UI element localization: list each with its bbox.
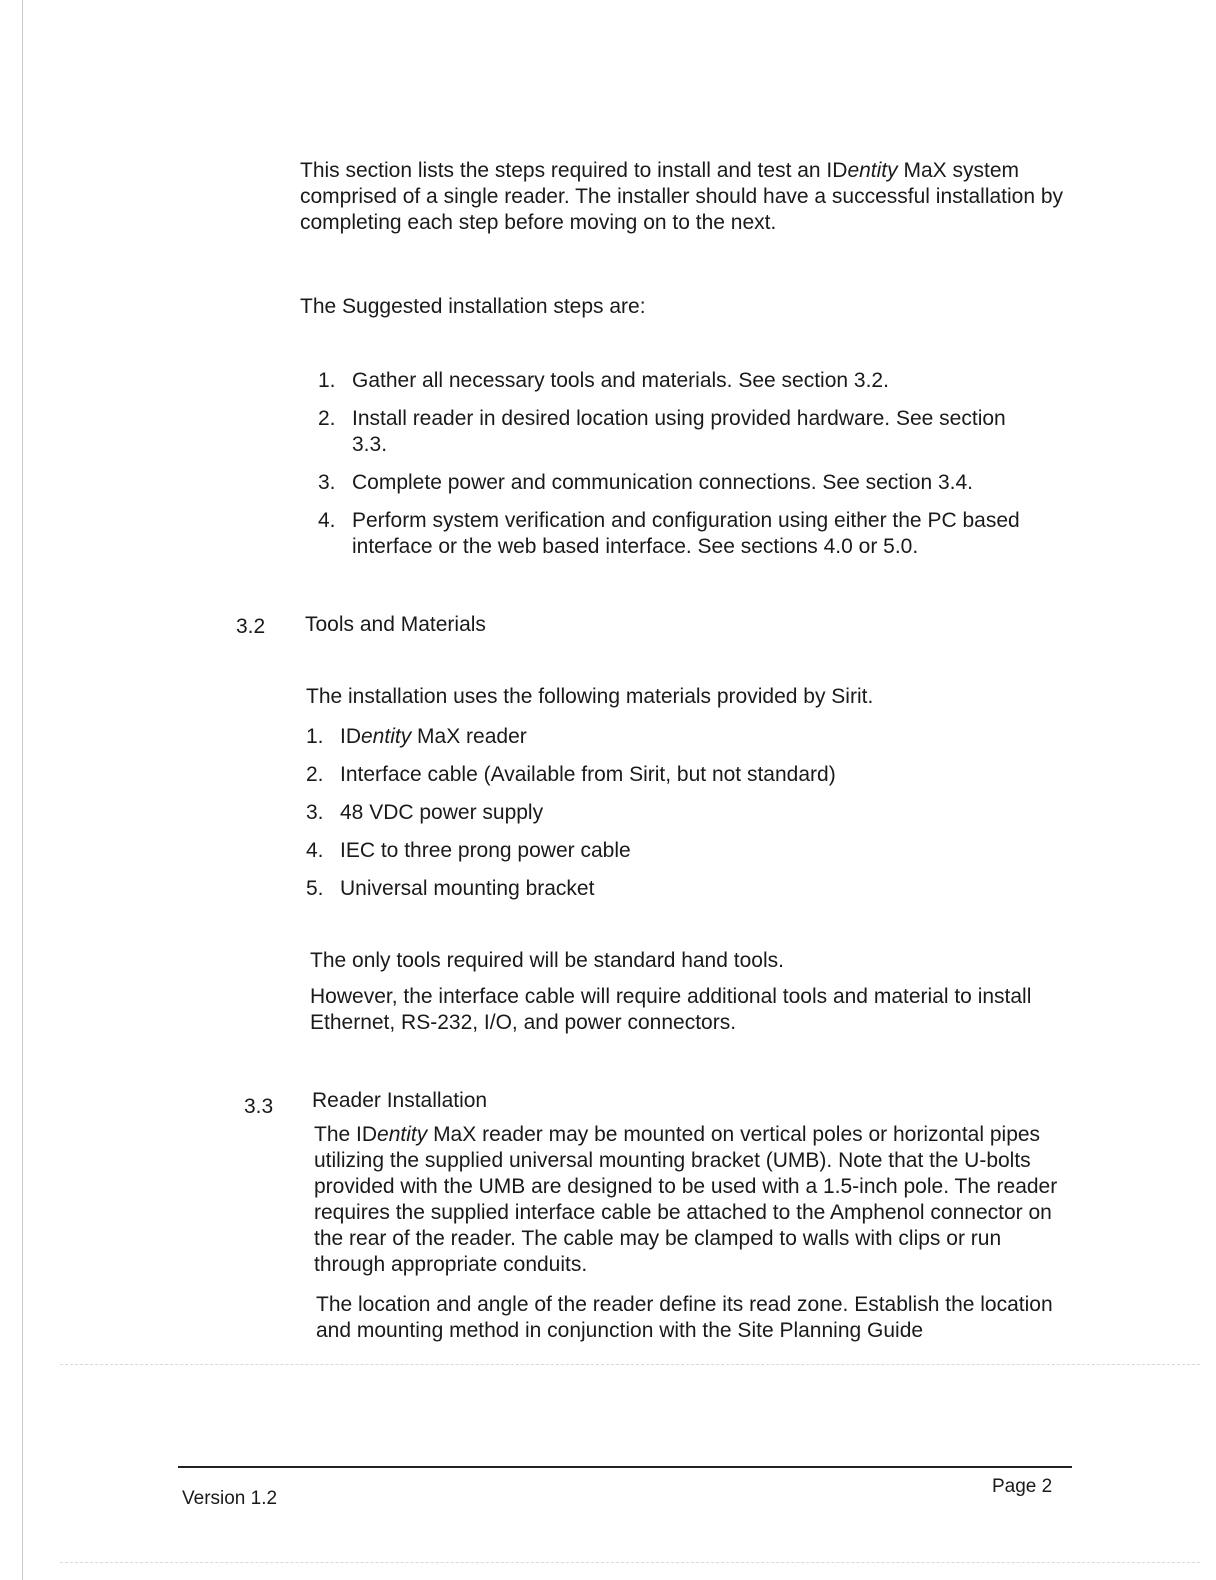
list-item: 4. IEC to three prong power cable xyxy=(306,839,631,862)
scan-artifact-line xyxy=(60,1562,1200,1563)
tools-paragraph: However, the interface cable will require additional tools and material to install Ethernet, RS-232, I/O, and power connectors. xyxy=(310,985,1032,1034)
list-item: 5. Universal mounting bracket xyxy=(306,877,595,900)
installation-paragraph: The location and angle of the reader define its read zone. Establish the location and mounting method in conjunction with the Site Planning Guide xyxy=(316,1293,1053,1342)
footer-page-number: Page 2 xyxy=(992,1476,1053,1497)
materials-lead: The installation uses the following materials provided by Sirit. xyxy=(306,685,874,708)
steps-lead: The Suggested installation steps are: xyxy=(300,295,646,318)
installation-steps-list xyxy=(318,368,1038,560)
list-item: 3. 48 VDC power supply xyxy=(306,801,544,824)
scan-edge-line xyxy=(22,0,23,1580)
intro-paragraph: This section lists the steps required to install and test an IDentity MaX system comprised of a single reader. The installer should have a successful installation by completing each step before moving on to the next. xyxy=(300,159,1064,234)
list-item: 4. Perform system verification and configuration using either the PC based interface or the web based interface. See sections 4.0 or 5.0. xyxy=(318,509,1020,558)
section-number: 3.3 xyxy=(244,1095,274,1118)
list-item: 1. IDentity MaX reader xyxy=(306,725,527,748)
list-item: 3. Complete power and communication connections. See section 3.4. xyxy=(318,471,974,494)
section-title: Tools and Materials xyxy=(305,613,486,636)
tools-paragraph: The only tools required will be standard hand tools. xyxy=(310,949,784,972)
list-item: 2. Install reader in desired location using provided hardware. See section 3.3. xyxy=(318,407,1006,456)
installation-paragraph: The IDentity MaX reader may be mounted on vertical poles or horizontal pipes utilizing the supplied universal mounting bracket (UMB). Note that the U-bolts provided with the UMB are designed to be used with a 1.5-inch pole. The reader requires the supplied interface cable be attached to the Amphenol connector on the rear of the reader. The cable may be clamped to walls with clips or run through appropriate conduits. xyxy=(314,1123,1058,1276)
footer-version: Version 1.2 xyxy=(182,1488,278,1509)
list-item: 1. Gather all necessary tools and materials. See section 3.2. xyxy=(318,369,889,392)
list-item: 2. Interface cable (Available from Sirit, but not standard) xyxy=(306,763,836,786)
section-title: Reader Installation xyxy=(312,1089,488,1112)
section-number: 3.2 xyxy=(236,615,266,638)
materials-list xyxy=(306,724,1006,902)
footer-rule xyxy=(178,1466,1072,1468)
scan-artifact-line xyxy=(60,1364,1200,1365)
